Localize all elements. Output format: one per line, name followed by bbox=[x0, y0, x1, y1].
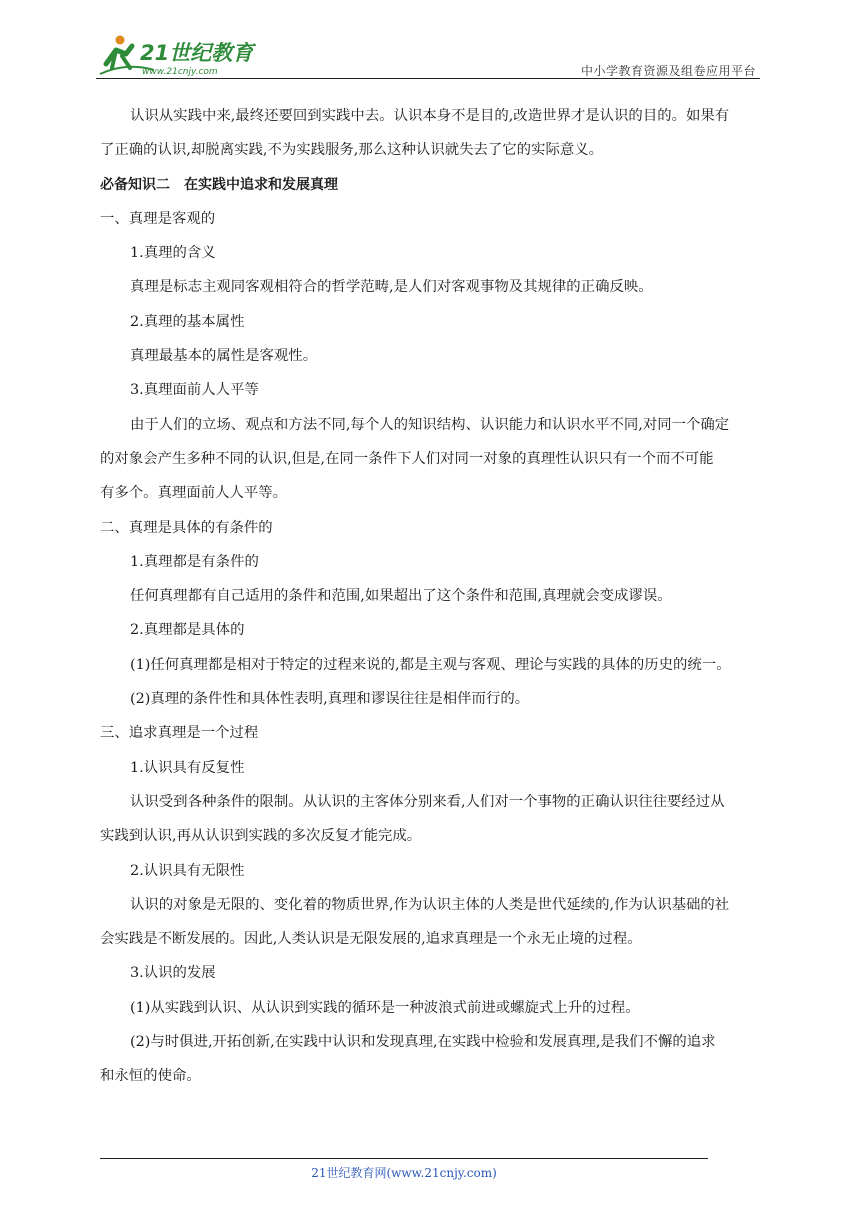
text-line: 由于人们的立场、观点和方法不同,每个人的知识结构、认识能力和认识水平不同,对同一个确定 bbox=[130, 416, 730, 433]
page-header bbox=[96, 30, 760, 80]
text-line: 会实践是不断发展的。因此,人类认识是无限发展的,追求真理是一个永无止境的过程。 bbox=[100, 931, 642, 948]
header-divider bbox=[96, 78, 760, 79]
logo-21cnjy bbox=[96, 34, 256, 78]
text-line: 1.真理都是有条件的 bbox=[130, 553, 259, 570]
document-body bbox=[100, 99, 764, 1094]
text-line: 有多个。真理面前人人平等。 bbox=[100, 485, 288, 502]
text-line: 一、真理是客观的 bbox=[100, 210, 216, 227]
text-line: 实践到认识,再从认识到实践的多次反复才能完成。 bbox=[100, 828, 422, 845]
text-line: 2.认识具有无限性 bbox=[130, 862, 245, 879]
text-line: (1)从实践到认识、从认识到实践的循环是一种波浪式前进或螺旋式上升的过程。 bbox=[130, 999, 640, 1016]
text-line: 了正确的认识,却脱离实践,不为实践服务,那么这种认识就失去了它的实际意义。 bbox=[100, 142, 604, 159]
text-line: 的对象会产生多种不同的认识,但是,在同一条件下人们对同一对象的真理性认识只有一个而不可能 bbox=[100, 450, 714, 467]
footer-divider bbox=[100, 1158, 708, 1159]
text-line: (2)真理的条件性和具体性表明,真理和谬误往往是相伴而行的。 bbox=[130, 691, 530, 708]
logo-url: www.21cnjy.com bbox=[142, 67, 218, 77]
text-line: 2.真理都是具体的 bbox=[130, 622, 245, 639]
text-line: 认识的对象是无限的、变化着的物质世界,作为认识主体的人类是世代延续的,作为认识基础的社 bbox=[130, 896, 730, 913]
text-line: 2.真理的基本属性 bbox=[130, 313, 245, 330]
text-line: 1.认识具有反复性 bbox=[130, 759, 245, 776]
text-line: 认识受到各种条件的限制。从认识的主客体分别来看,人们对一个事物的正确认识往往要经过从 bbox=[130, 793, 725, 810]
text-line: 和永恒的使命。 bbox=[100, 1068, 201, 1085]
text-line: 真理是标志主观同客观相符合的哲学范畴,是人们对客观事物及其规律的正确反映。 bbox=[130, 279, 653, 296]
text-line: 任何真理都有自己适用的条件和范围,如果超出了这个条件和范围,真理就会变成谬误。 bbox=[130, 588, 672, 605]
text-line: (2)与时俱进,开拓创新,在实践中认识和发现真理,在实践中检验和发展真理,是我们不懈的追求 bbox=[130, 1034, 716, 1051]
text-line: 1.真理的含义 bbox=[130, 245, 216, 262]
footer-source: 21世纪教育网(www.21cnjy.com) bbox=[311, 1166, 497, 1180]
text-line: 三、追求真理是一个过程 bbox=[100, 725, 259, 742]
text-line: 二、真理是具体的有条件的 bbox=[100, 519, 273, 536]
text-line: 认识从实践中来,最终还要回到实践中去。认识本身不是目的,改造世界才是认识的目的。如果有 bbox=[130, 108, 730, 124]
section-heading: 必备知识二 在实践中追求和发展真理 bbox=[100, 176, 338, 193]
logo-text: 21世纪教育 bbox=[140, 41, 254, 65]
text-line: 3.真理面前人人平等 bbox=[130, 382, 259, 399]
text-line: 3.认识的发展 bbox=[130, 965, 216, 982]
text-line: 真理最基本的属性是客观性。 bbox=[130, 348, 318, 365]
text-line: (1)任何真理都是相对于特定的过程来说的,都是主观与客观、理论与实践的具体的历史的统一。 bbox=[130, 656, 731, 673]
platform-name: 中小学教育资源及组卷应用平台 bbox=[580, 64, 756, 78]
